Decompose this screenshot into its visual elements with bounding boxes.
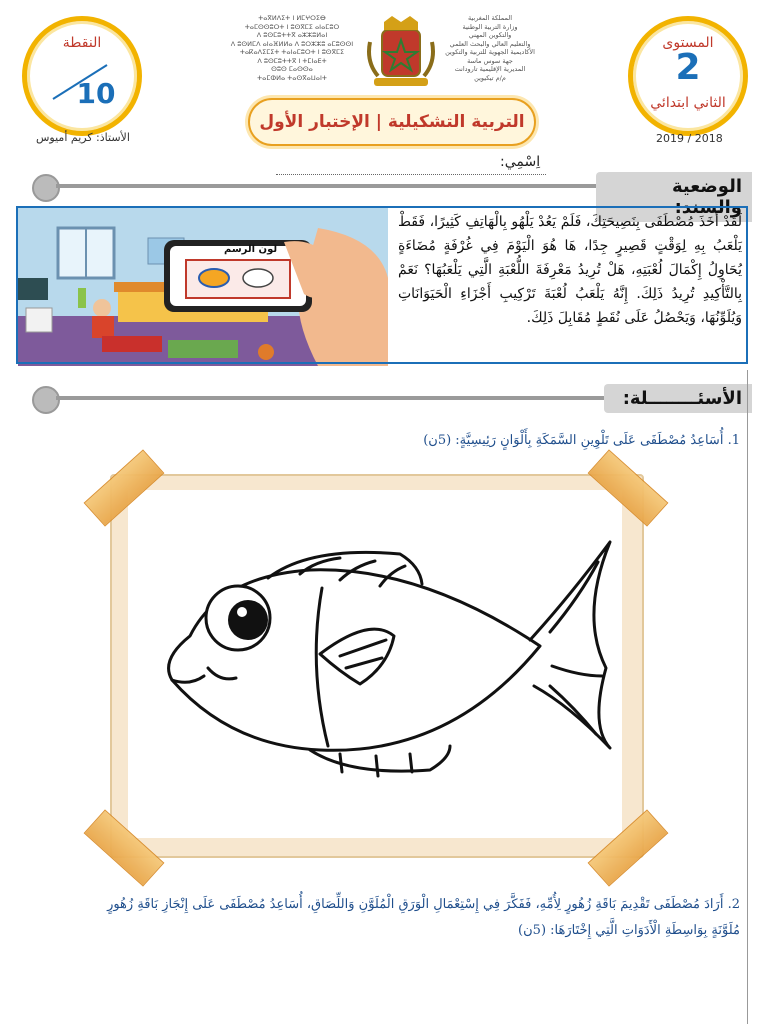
section2-divider: [56, 396, 604, 400]
exam-title-banner: [248, 98, 536, 146]
fish-outline-icon: [150, 536, 620, 796]
section1-divider: [56, 184, 596, 188]
section1-title: الوضعية والسند:: [596, 172, 752, 222]
section2-knob-icon: [32, 386, 60, 414]
section1-knob-icon: [32, 174, 60, 202]
question-2: [40, 892, 740, 944]
question-2-text-line2: مُلَوَّنَةٍ بِوَاسِطَةِ الْأَدَوَاتِ الَّتِي إِخْتَارَهَا: (5ن): [518, 923, 740, 938]
story-text: لَقَدْ أَخَذَ مُصْطَفَى بِنَصِيحَتِكَ، فَلَمْ يَعُدْ يَلْهُو بِالْهَاتِفِ كَثِيرًا، فَقَطْ يَلْعَبُ بِهِ لِوَقْتٍ قَصِيرٍ جِدًا، هَا هُوَ الْيَوْمَ فِي غُرْفَةٍ مُضَاءَةٍ يُحَاوِلُ إِكْمَالَ لُعْبَتِهِ، هَلْ تُرِيدُ مَعْرِفَةَ اللُّعْبَةِ الَّتِي يَلْعَبُهَا؟ نَعَمْ بِالتَّأْكِيدِ تُرِيدُ ذَلِكَ. إِنَّهُ يَلْعَبُ لُعْبَةَ تَرْكِيبِ أَجْزَاءِ الْحَيَوَانَاتِ وَيُلَوِّنُهَا، وَيَحْصُلُ عَلَى نُقَطٍ مُقَابِلَ ذَلِكَ.: [398, 214, 742, 326]
ministry-text-left: ⵜⴰⴳⵍⴷⵉⵜ ⵏ ⵍⵎⵖⵔⵉⴱ ⵜⴰⵎⵙⵙⵓⵔⵜ ⵏ ⵓⵙⴳⵎⵉ ⴰⵏⴰⵎⵓⵔ ⴷ ⵓⵙⵎⵓⵜⵜⴳ ⴰⵣⵣⵓⵍⴰⵏ ⴷ ⵓⵙⵍⵎⴷ ⴰⵏⴰⴼⵍⵍⴰ ⴷ ⵓⵔⵣⵣⵓ ⴰⵎⵓⵙⵙⵏ ⵜⴰⴽⴰⴷⵉⵎⵉⵜ ⵜⴰⵏⴰⵎⵓⵔⵜ ⵏ ⵓⵙⴳⵎⵉ ⴷ ⵓⵙⵎⵓⵜⵜⴳ ⵏ ⵜⵎⵏⴰⴹⵜ ⵙⵓⵙ ⵎⴰⵙⵙⴰ ⵜⴰⵎⵀⵍⴰ ⵜⴰⵙⴳⴰⵡⴰⵏⵜ: [230, 14, 354, 82]
question-1: [300, 428, 740, 454]
question-2-text-line1: أَرَادَ مُصْطَفَى تَقْدِيمَ بَاقَةِ زُهُورٍ لِأُمِّهِ، فَفَكَّرَ فِي إِسْتِعْمَالِ الْوَرَقِ الْمُلَوَّنِ وَاللِّصَاقِ، أُسَاعِدُ مُصْطَفَى عَلَى إِنْجَازِ بَاقَةِ زُهُورٍ: [107, 897, 724, 912]
question-1-text: أُسَاعِدُ مُصْطَفَى عَلَى تَلْوِينِ السَّمَكَةِ بِأَلْوَانٍ رَئِيسِيَّةٍ: (5ن): [423, 433, 724, 448]
score-label: النقطة: [62, 35, 102, 51]
level-name: الثاني ابتدائي: [650, 95, 726, 111]
score-value: 10: [76, 77, 116, 110]
question-1-number: 1.: [727, 433, 740, 448]
level-badge: [628, 16, 748, 136]
ministry-text-right: المملكة المغربية وزارة التربية الوطنية والتكوين المهني والتعليم العالي والبحث العلمي الأكاديمية الجهوية للتربية والتكوين جهة سوس ماسة المديرية الإقليمية تارودانت م/م تيكيوين: [445, 14, 535, 82]
moroccan-coat-of-arms-icon: [364, 12, 438, 88]
school-year: 2019 / 2018: [656, 132, 723, 145]
level-label: المستوى: [662, 35, 714, 51]
name-label: اِسْمِي:: [500, 154, 541, 170]
page-right-border: [747, 370, 748, 1024]
section2-title: الأسئــــــــلة:: [604, 384, 752, 413]
phone-caption: لون الرسم: [224, 244, 278, 255]
question-2-number: 2.: [727, 897, 740, 912]
teacher-name: الأستاذ: كريم أميوس: [36, 131, 130, 144]
score-badge: [22, 16, 142, 136]
level-value: 2: [675, 47, 701, 88]
exam-title: التربية التشكيلية | الإختبار الأول: [259, 112, 525, 132]
